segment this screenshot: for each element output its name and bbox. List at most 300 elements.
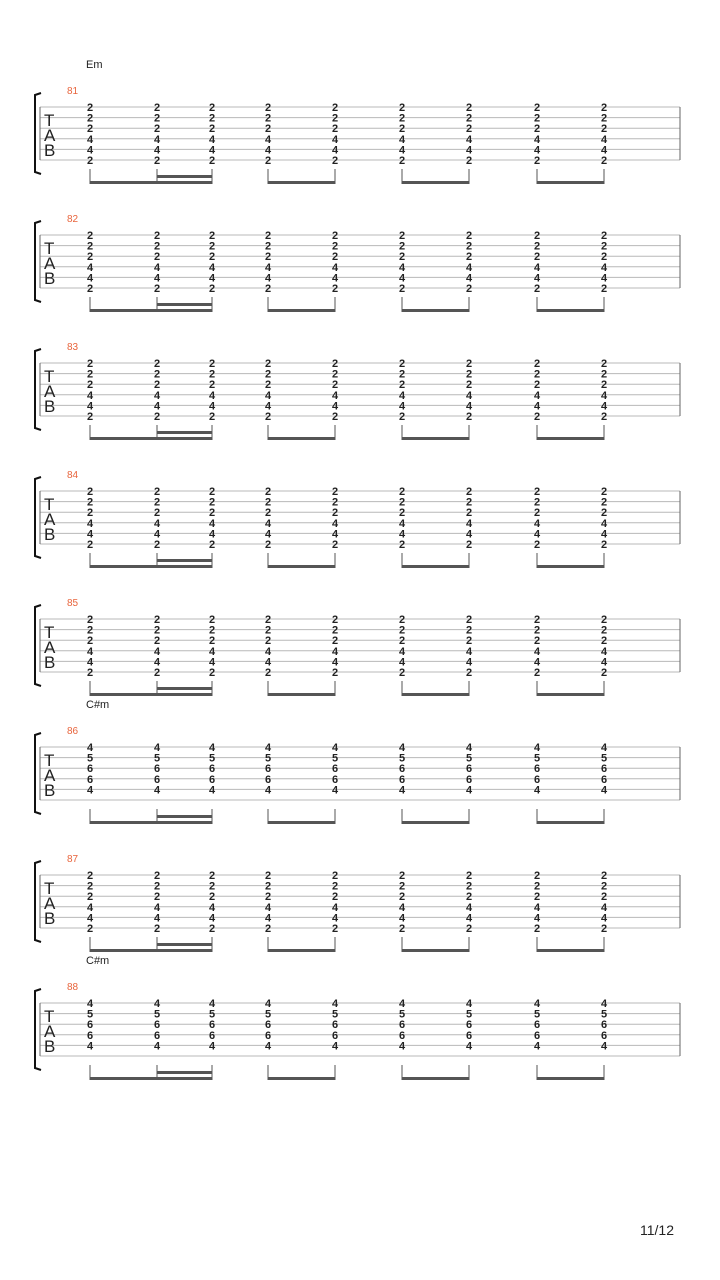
fret-number: 6 — [208, 1029, 216, 1042]
fret-number: 2 — [533, 283, 541, 295]
fret-number: 2 — [153, 667, 161, 679]
fret-number: 2 — [465, 368, 473, 381]
note-beam — [402, 437, 469, 440]
fret-number: 2 — [264, 240, 272, 253]
fret-number: 4 — [600, 133, 608, 146]
fret-number: 4 — [465, 144, 473, 157]
fret-number: 2 — [398, 251, 406, 264]
fret-number: 2 — [465, 880, 473, 893]
fret-number: 2 — [533, 155, 541, 167]
fret-number: 6 — [264, 1019, 272, 1032]
fret-number: 4 — [533, 133, 541, 146]
fret-number: 4 — [331, 400, 339, 413]
note-beam — [537, 565, 604, 568]
fret-number: 4 — [465, 656, 473, 669]
fret-number: 2 — [153, 507, 161, 520]
tab-clef-letter: T — [44, 623, 55, 642]
tab-clef-letter: T — [44, 239, 55, 258]
fret-number: 2 — [600, 667, 608, 679]
fret-number: 5 — [86, 1008, 94, 1021]
fret-number: 2 — [86, 880, 94, 893]
fret-number: 2 — [153, 923, 161, 935]
fret-number: 2 — [600, 379, 608, 392]
fret-number: 2 — [86, 507, 94, 520]
fret-number: 4 — [264, 742, 272, 754]
chord-name: C#m — [86, 955, 110, 967]
fret-number: 2 — [264, 891, 272, 904]
fret-number: 2 — [398, 112, 406, 125]
fret-number: 4 — [398, 645, 406, 658]
fret-number: 4 — [331, 1040, 339, 1053]
tab-clef-letter: A — [44, 1022, 56, 1041]
fret-number: 4 — [465, 901, 473, 914]
fret-number: 4 — [208, 901, 216, 914]
fret-number: 2 — [331, 358, 339, 370]
fret-number: 2 — [600, 539, 608, 551]
fret-number: 4 — [264, 912, 272, 925]
fret-number: 2 — [398, 507, 406, 520]
fret-number: 2 — [208, 614, 216, 626]
fret-number: 4 — [264, 261, 272, 274]
tab-clef-letter: A — [44, 510, 56, 529]
fret-number: 2 — [264, 112, 272, 125]
fret-number: 2 — [533, 507, 541, 520]
fret-number: 2 — [208, 486, 216, 498]
fret-number: 5 — [264, 752, 272, 765]
fret-number: 2 — [208, 240, 216, 253]
fret-number: 6 — [533, 773, 541, 786]
fret-number: 2 — [331, 507, 339, 520]
fret-number: 2 — [398, 123, 406, 136]
fret-number: 4 — [153, 1040, 161, 1053]
note-beam — [402, 565, 469, 568]
fret-number: 4 — [600, 400, 608, 413]
fret-number: 2 — [600, 891, 608, 904]
tab-clef-letter: B — [44, 397, 56, 416]
fret-number: 4 — [600, 998, 608, 1010]
fret-number: 2 — [398, 891, 406, 904]
measure-number: 81 — [67, 86, 79, 97]
fret-number: 2 — [264, 870, 272, 882]
fret-number: 4 — [208, 261, 216, 274]
note-beam — [402, 181, 469, 184]
fret-number: 4 — [465, 517, 473, 530]
fret-number: 4 — [86, 133, 94, 146]
tab-clef-letter: T — [44, 111, 55, 130]
fret-number: 2 — [533, 251, 541, 264]
fret-number: 4 — [86, 656, 94, 669]
fret-number: 2 — [86, 251, 94, 264]
fret-number: 5 — [86, 752, 94, 765]
fret-number: 4 — [86, 528, 94, 541]
fret-number: 2 — [533, 923, 541, 935]
fret-number: 4 — [398, 1040, 406, 1053]
note-beam-secondary — [157, 559, 212, 562]
fret-number: 2 — [264, 486, 272, 498]
page-number: 11/12 — [640, 1222, 674, 1238]
fret-number: 4 — [264, 528, 272, 541]
fret-number: 2 — [86, 358, 94, 370]
fret-number: 5 — [208, 1008, 216, 1021]
fret-number: 4 — [208, 645, 216, 658]
fret-number: 4 — [600, 261, 608, 274]
fret-number: 2 — [264, 283, 272, 295]
fret-number: 2 — [600, 496, 608, 509]
fret-number: 2 — [208, 507, 216, 520]
fret-number: 2 — [264, 155, 272, 167]
fret-number: 2 — [465, 358, 473, 370]
fret-number: 2 — [398, 358, 406, 370]
fret-number: 2 — [331, 379, 339, 392]
fret-number: 2 — [533, 624, 541, 637]
note-beam — [90, 565, 212, 568]
fret-number: 2 — [208, 379, 216, 392]
note-beam — [268, 821, 335, 824]
fret-number: 6 — [600, 1029, 608, 1042]
fret-number: 2 — [153, 624, 161, 637]
fret-number: 6 — [398, 763, 406, 776]
fret-number: 2 — [86, 368, 94, 381]
fret-number: 4 — [331, 912, 339, 925]
fret-number: 4 — [86, 272, 94, 285]
fret-number: 2 — [264, 230, 272, 242]
fret-number: 2 — [153, 486, 161, 498]
fret-number: 2 — [86, 283, 94, 295]
fret-number: 2 — [331, 635, 339, 648]
measure-number: 87 — [67, 854, 79, 865]
measure-number: 83 — [67, 342, 79, 353]
fret-number: 4 — [533, 517, 541, 530]
fret-number: 2 — [86, 230, 94, 242]
tab-clef-letter: A — [44, 894, 56, 913]
fret-number: 2 — [465, 507, 473, 520]
fret-number: 2 — [600, 486, 608, 498]
fret-number: 2 — [533, 870, 541, 882]
fret-number: 4 — [153, 528, 161, 541]
tab-clef-letter: T — [44, 879, 55, 898]
fret-number: 6 — [153, 1029, 161, 1042]
fret-number: 4 — [600, 272, 608, 285]
fret-number: 2 — [153, 368, 161, 381]
fret-number: 6 — [153, 1019, 161, 1032]
fret-number: 2 — [86, 870, 94, 882]
fret-number: 2 — [465, 155, 473, 167]
fret-number: 4 — [533, 528, 541, 541]
fret-number: 4 — [86, 901, 94, 914]
fret-number: 6 — [533, 1029, 541, 1042]
fret-number: 4 — [264, 400, 272, 413]
fret-number: 6 — [600, 763, 608, 776]
fret-number: 2 — [533, 635, 541, 648]
fret-number: 4 — [533, 784, 541, 797]
fret-number: 2 — [86, 667, 94, 679]
fret-number: 2 — [86, 102, 94, 114]
fret-number: 2 — [153, 283, 161, 295]
fret-number: 2 — [86, 635, 94, 648]
fret-number: 4 — [331, 261, 339, 274]
fret-number: 4 — [153, 656, 161, 669]
fret-number: 2 — [86, 112, 94, 125]
fret-number: 5 — [600, 1008, 608, 1021]
fret-number: 2 — [600, 880, 608, 893]
fret-number: 4 — [398, 389, 406, 402]
fret-number: 2 — [600, 507, 608, 520]
fret-number: 4 — [600, 528, 608, 541]
fret-number: 6 — [465, 763, 473, 776]
fret-number: 6 — [600, 773, 608, 786]
fret-number: 2 — [398, 496, 406, 509]
fret-number: 2 — [208, 539, 216, 551]
measure-number: 84 — [67, 470, 79, 481]
note-beam-secondary — [157, 687, 212, 690]
fret-number: 4 — [533, 656, 541, 669]
fret-number: 2 — [533, 102, 541, 114]
fret-number: 4 — [208, 528, 216, 541]
fret-number: 2 — [600, 230, 608, 242]
fret-number: 2 — [398, 283, 406, 295]
fret-number: 4 — [465, 742, 473, 754]
fret-number: 4 — [86, 784, 94, 797]
fret-number: 2 — [600, 411, 608, 423]
fret-number: 4 — [600, 144, 608, 157]
fret-number: 2 — [264, 923, 272, 935]
fret-number: 4 — [398, 400, 406, 413]
fret-number: 5 — [331, 752, 339, 765]
fret-number: 6 — [465, 773, 473, 786]
fret-number: 2 — [153, 880, 161, 893]
fret-number: 2 — [465, 635, 473, 648]
fret-number: 2 — [208, 283, 216, 295]
fret-number: 2 — [208, 251, 216, 264]
fret-number: 2 — [86, 923, 94, 935]
fret-number: 4 — [331, 389, 339, 402]
note-beam — [537, 437, 604, 440]
fret-number: 2 — [465, 240, 473, 253]
fret-number: 4 — [153, 517, 161, 530]
fret-number: 4 — [153, 912, 161, 925]
fret-number: 4 — [331, 998, 339, 1010]
fret-number: 2 — [264, 251, 272, 264]
fret-number: 2 — [533, 123, 541, 136]
fret-number: 2 — [264, 379, 272, 392]
fret-number: 4 — [331, 517, 339, 530]
fret-number: 4 — [600, 1040, 608, 1053]
fret-number: 2 — [86, 614, 94, 626]
fret-number: 2 — [533, 496, 541, 509]
fret-number: 2 — [153, 870, 161, 882]
fret-number: 4 — [600, 389, 608, 402]
fret-number: 5 — [533, 1008, 541, 1021]
fret-number: 6 — [398, 1019, 406, 1032]
fret-number: 4 — [208, 517, 216, 530]
fret-number: 2 — [398, 880, 406, 893]
note-beam — [268, 437, 335, 440]
fret-number: 4 — [533, 400, 541, 413]
fret-number: 2 — [153, 358, 161, 370]
fret-number: 2 — [533, 486, 541, 498]
fret-number: 4 — [153, 144, 161, 157]
fret-number: 2 — [533, 614, 541, 626]
fret-number: 2 — [398, 624, 406, 637]
fret-number: 4 — [331, 742, 339, 754]
fret-number: 4 — [208, 272, 216, 285]
fret-number: 4 — [533, 261, 541, 274]
fret-number: 4 — [208, 1040, 216, 1053]
tab-clef-letter: A — [44, 766, 56, 785]
note-beam — [402, 309, 469, 312]
fret-number: 2 — [331, 251, 339, 264]
fret-number: 6 — [86, 1029, 94, 1042]
fret-number: 6 — [398, 1029, 406, 1042]
fret-number: 4 — [398, 517, 406, 530]
fret-number: 4 — [264, 272, 272, 285]
fret-number: 2 — [398, 368, 406, 381]
fret-number: 4 — [533, 389, 541, 402]
fret-number: 2 — [86, 379, 94, 392]
fret-number: 2 — [208, 891, 216, 904]
fret-number: 4 — [600, 656, 608, 669]
fret-number: 4 — [153, 901, 161, 914]
fret-number: 6 — [533, 1019, 541, 1032]
fret-number: 4 — [398, 272, 406, 285]
note-beam — [402, 821, 469, 824]
fret-number: 2 — [533, 112, 541, 125]
fret-number: 2 — [86, 411, 94, 423]
note-beam — [90, 949, 212, 952]
fret-number: 2 — [208, 870, 216, 882]
fret-number: 4 — [465, 261, 473, 274]
fret-number: 2 — [208, 667, 216, 679]
fret-number: 5 — [465, 752, 473, 765]
note-beam — [268, 693, 335, 696]
fret-number: 2 — [264, 368, 272, 381]
fret-number: 6 — [208, 773, 216, 786]
fret-number: 2 — [533, 667, 541, 679]
fret-number: 2 — [153, 539, 161, 551]
tab-clef-letter: A — [44, 638, 56, 657]
note-beam — [537, 309, 604, 312]
fret-number: 6 — [264, 1029, 272, 1042]
note-beam — [537, 949, 604, 952]
note-beam — [90, 693, 212, 696]
fret-number: 2 — [86, 496, 94, 509]
fret-number: 2 — [86, 891, 94, 904]
fret-number: 2 — [208, 411, 216, 423]
note-beam-secondary — [157, 175, 212, 178]
fret-number: 2 — [264, 635, 272, 648]
fret-number: 4 — [153, 389, 161, 402]
fret-number: 4 — [533, 144, 541, 157]
note-beam — [402, 1077, 469, 1080]
fret-number: 4 — [533, 645, 541, 658]
fret-number: 2 — [465, 230, 473, 242]
fret-number: 4 — [264, 389, 272, 402]
fret-number: 4 — [465, 1040, 473, 1053]
measure-number: 86 — [67, 726, 79, 737]
fret-number: 2 — [264, 507, 272, 520]
fret-number: 2 — [331, 102, 339, 114]
fret-number: 4 — [86, 261, 94, 274]
fret-number: 4 — [264, 1040, 272, 1053]
fret-number: 2 — [86, 123, 94, 136]
fret-number: 4 — [600, 742, 608, 754]
fret-number: 6 — [86, 773, 94, 786]
measure-number: 82 — [67, 214, 79, 225]
fret-number: 4 — [153, 272, 161, 285]
fret-number: 6 — [465, 1019, 473, 1032]
chord-name: Em — [86, 59, 103, 71]
fret-number: 2 — [398, 635, 406, 648]
fret-number: 6 — [331, 1019, 339, 1032]
fret-number: 2 — [600, 358, 608, 370]
fret-number: 4 — [398, 901, 406, 914]
fret-number: 4 — [600, 645, 608, 658]
note-beam-secondary — [157, 303, 212, 306]
fret-number: 4 — [208, 400, 216, 413]
fret-number: 2 — [264, 667, 272, 679]
fret-number: 2 — [153, 411, 161, 423]
fret-number: 2 — [533, 891, 541, 904]
fret-number: 4 — [153, 261, 161, 274]
fret-number: 4 — [600, 901, 608, 914]
fret-number: 4 — [600, 784, 608, 797]
fret-number: 4 — [533, 272, 541, 285]
note-beam-secondary — [157, 1071, 212, 1074]
fret-number: 2 — [331, 112, 339, 125]
fret-number: 2 — [331, 496, 339, 509]
fret-number: 2 — [331, 624, 339, 637]
fret-number: 2 — [153, 251, 161, 264]
fret-number: 6 — [331, 773, 339, 786]
fret-number: 2 — [398, 539, 406, 551]
fret-number: 2 — [208, 635, 216, 648]
note-beam — [90, 309, 212, 312]
fret-number: 2 — [208, 496, 216, 509]
fret-number: 2 — [153, 102, 161, 114]
note-beam — [537, 181, 604, 184]
fret-number: 4 — [465, 400, 473, 413]
tab-clef-letter: B — [44, 525, 56, 544]
fret-number: 2 — [398, 870, 406, 882]
note-beam — [90, 821, 212, 824]
chord-name: C#m — [86, 699, 110, 711]
fret-number: 4 — [331, 144, 339, 157]
fret-number: 2 — [465, 923, 473, 935]
fret-number: 2 — [153, 614, 161, 626]
fret-number: 2 — [208, 358, 216, 370]
note-beam — [268, 565, 335, 568]
fret-number: 4 — [533, 1040, 541, 1053]
tab-clef-letter: A — [44, 126, 56, 145]
fret-number: 2 — [331, 870, 339, 882]
fret-number: 4 — [465, 272, 473, 285]
fret-number: 4 — [533, 998, 541, 1010]
fret-number: 2 — [600, 624, 608, 637]
fret-number: 6 — [208, 1019, 216, 1032]
fret-number: 4 — [264, 784, 272, 797]
fret-number: 5 — [465, 1008, 473, 1021]
fret-number: 2 — [331, 486, 339, 498]
fret-number: 2 — [465, 496, 473, 509]
note-beam — [90, 181, 212, 184]
fret-number: 2 — [398, 102, 406, 114]
fret-number: 2 — [533, 368, 541, 381]
fret-number: 5 — [398, 1008, 406, 1021]
fret-number: 2 — [153, 155, 161, 167]
fret-number: 2 — [86, 539, 94, 551]
fret-number: 2 — [264, 880, 272, 893]
fret-number: 2 — [331, 614, 339, 626]
